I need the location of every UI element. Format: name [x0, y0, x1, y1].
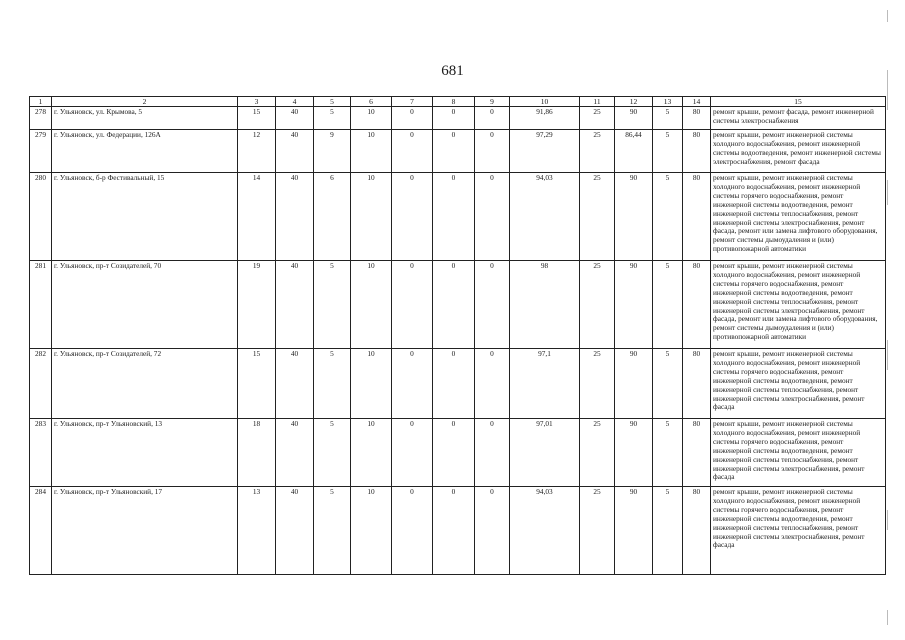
works-cell: ремонт крыши, ремонт инженерной системы холодного водоснабжения, ремонт инженерной системы горячего водоснабжения, ремонт инженерной системы водоотведения, ремонт инженерной системы теплоснабжения, ремонт инженерной системы электроснабжения, ремонт фасада — [711, 487, 886, 575]
value-cell: 10 — [351, 173, 392, 261]
value-cell: 0 — [475, 487, 510, 575]
column-header: 2 — [52, 97, 238, 107]
value-cell: 0 — [392, 419, 433, 487]
value-cell: 97,01 — [510, 419, 580, 487]
value-cell: 0 — [475, 261, 510, 349]
value-cell: 0 — [433, 130, 475, 173]
value-cell: 80 — [683, 419, 711, 487]
value-cell: 5 — [314, 349, 351, 419]
address-cell: г. Ульяновск, б-р Фестивальный, 15 — [52, 173, 238, 261]
value-cell: 5 — [314, 107, 351, 130]
column-header: 3 — [238, 97, 276, 107]
column-header: 15 — [711, 97, 886, 107]
value-cell: 0 — [433, 487, 475, 575]
table-row — [30, 261, 886, 349]
value-cell: 0 — [433, 349, 475, 419]
value-cell: 10 — [351, 261, 392, 349]
works-cell: ремонт крыши, ремонт инженерной системы холодного водоснабжения, ремонт инженерной системы горячего водоснабжения, ремонт инженерной системы водоотведения, ремонт инженерной системы теплоснабжения, ремонт инженерной системы электроснабжения, ремонт фасада — [711, 349, 886, 419]
value-cell: 10 — [351, 107, 392, 130]
address-cell: г. Ульяновск, пр-т Ульяновский, 17 — [52, 487, 238, 575]
value-cell: 40 — [276, 419, 314, 487]
value-cell: 5 — [314, 487, 351, 575]
row-number: 281 — [30, 261, 52, 349]
value-cell: 0 — [433, 173, 475, 261]
value-cell: 5 — [653, 261, 683, 349]
works-cell: ремонт крыши, ремонт инженерной системы холодного водоснабжения, ремонт инженерной системы горячего водоснабжения, ремонт инженерной системы водоотведения, ремонт инженерной системы теплоснабжения, ремонт инженерной системы электроснабжения, ремонт фасада, ремонт или замена лифтового оборудования, ремонт системы дымоудаления и (или) противопожарной автоматики — [711, 261, 886, 349]
column-header: 4 — [276, 97, 314, 107]
value-cell: 5 — [314, 261, 351, 349]
value-cell: 40 — [276, 130, 314, 173]
table-row — [30, 130, 886, 173]
address-cell: г. Ульяновск, пр-т Ульяновский, 13 — [52, 419, 238, 487]
table-row — [30, 419, 886, 487]
value-cell: 80 — [683, 349, 711, 419]
value-cell: 80 — [683, 107, 711, 130]
value-cell: 15 — [238, 107, 276, 130]
column-header: 7 — [392, 97, 433, 107]
column-header: 6 — [351, 97, 392, 107]
value-cell: 5 — [314, 419, 351, 487]
value-cell: 5 — [653, 419, 683, 487]
value-cell: 10 — [351, 487, 392, 575]
value-cell: 10 — [351, 130, 392, 173]
column-header: 9 — [475, 97, 510, 107]
value-cell: 80 — [683, 487, 711, 575]
column-number-row — [30, 97, 886, 107]
value-cell: 0 — [392, 173, 433, 261]
column-header: 5 — [314, 97, 351, 107]
value-cell: 12 — [238, 130, 276, 173]
address-cell: г. Ульяновск, пр-т Созидателей, 70 — [52, 261, 238, 349]
value-cell: 90 — [615, 419, 653, 487]
value-cell: 0 — [392, 349, 433, 419]
value-cell: 40 — [276, 349, 314, 419]
value-cell: 25 — [580, 349, 615, 419]
value-cell: 0 — [433, 107, 475, 130]
value-cell: 5 — [653, 487, 683, 575]
value-cell: 0 — [433, 261, 475, 349]
value-cell: 94,03 — [510, 487, 580, 575]
column-header: 11 — [580, 97, 615, 107]
value-cell: 91,86 — [510, 107, 580, 130]
table-row — [30, 173, 886, 261]
scan-margin-marks — [885, 10, 891, 630]
table-row — [30, 107, 886, 130]
value-cell: 0 — [475, 130, 510, 173]
value-cell: 18 — [238, 419, 276, 487]
value-cell: 40 — [276, 261, 314, 349]
value-cell: 5 — [653, 173, 683, 261]
row-number: 283 — [30, 419, 52, 487]
value-cell: 10 — [351, 349, 392, 419]
value-cell: 0 — [392, 261, 433, 349]
value-cell: 40 — [276, 487, 314, 575]
value-cell: 0 — [475, 419, 510, 487]
value-cell: 80 — [683, 173, 711, 261]
value-cell: 98 — [510, 261, 580, 349]
value-cell: 80 — [683, 130, 711, 173]
works-cell: ремонт крыши, ремонт инженерной системы холодного водоснабжения, ремонт инженерной системы водоотведения, ремонт инженерной системы электроснабжения, ремонт фасада — [711, 130, 886, 173]
value-cell: 80 — [683, 261, 711, 349]
value-cell: 40 — [276, 173, 314, 261]
row-number: 279 — [30, 130, 52, 173]
column-header: 13 — [653, 97, 683, 107]
value-cell: 5 — [653, 130, 683, 173]
column-header: 10 — [510, 97, 580, 107]
value-cell: 5 — [653, 349, 683, 419]
value-cell: 25 — [580, 419, 615, 487]
value-cell: 15 — [238, 349, 276, 419]
value-cell: 0 — [475, 107, 510, 130]
value-cell: 40 — [276, 107, 314, 130]
row-number: 282 — [30, 349, 52, 419]
address-cell: г. Ульяновск, пр-т Созидателей, 72 — [52, 349, 238, 419]
row-number: 280 — [30, 173, 52, 261]
value-cell: 13 — [238, 487, 276, 575]
column-header: 14 — [683, 97, 711, 107]
value-cell: 25 — [580, 261, 615, 349]
value-cell: 94,03 — [510, 173, 580, 261]
value-cell: 90 — [615, 261, 653, 349]
value-cell: 0 — [475, 173, 510, 261]
value-cell: 0 — [475, 349, 510, 419]
value-cell: 25 — [580, 173, 615, 261]
column-header: 12 — [615, 97, 653, 107]
value-cell: 14 — [238, 173, 276, 261]
value-cell: 25 — [580, 487, 615, 575]
value-cell: 0 — [392, 130, 433, 173]
table-row — [30, 487, 886, 575]
value-cell: 25 — [580, 107, 615, 130]
address-cell: г. Ульяновск, ул. Крымова, 5 — [52, 107, 238, 130]
value-cell: 0 — [392, 107, 433, 130]
value-cell: 5 — [653, 107, 683, 130]
row-number: 278 — [30, 107, 52, 130]
value-cell: 6 — [314, 173, 351, 261]
value-cell: 0 — [392, 487, 433, 575]
table-row — [30, 349, 886, 419]
value-cell: 97,29 — [510, 130, 580, 173]
value-cell: 0 — [433, 419, 475, 487]
value-cell: 90 — [615, 487, 653, 575]
value-cell: 90 — [615, 349, 653, 419]
value-cell: 90 — [615, 107, 653, 130]
value-cell: 9 — [314, 130, 351, 173]
works-cell: ремонт крыши, ремонт фасада, ремонт инженерной системы электроснабжения — [711, 107, 886, 130]
row-number: 284 — [30, 487, 52, 575]
works-cell: ремонт крыши, ремонт инженерной системы холодного водоснабжения, ремонт инженерной системы горячего водоснабжения, ремонт инженерной системы водоотведения, ремонт инженерной системы теплоснабжения, ремонт инженерной системы электроснабжения, ремонт фасада, ремонт или замена лифтового оборудования, ремонт системы дымоудаления и (или) противопожарной автоматики — [711, 173, 886, 261]
value-cell: 25 — [580, 130, 615, 173]
address-cell: г. Ульяновск, ул. Федерации, 126А — [52, 130, 238, 173]
column-header: 8 — [433, 97, 475, 107]
works-cell: ремонт крыши, ремонт инженерной системы холодного водоснабжения, ремонт инженерной системы горячего водоснабжения, ремонт инженерной системы водоотведения, ремонт инженерной системы теплоснабжения, ремонт инженерной системы электроснабжения, ремонт фасада — [711, 419, 886, 487]
value-cell: 10 — [351, 419, 392, 487]
value-cell: 97,1 — [510, 349, 580, 419]
value-cell: 19 — [238, 261, 276, 349]
value-cell: 90 — [615, 173, 653, 261]
repair-program-table — [29, 96, 886, 575]
value-cell: 86,44 — [615, 130, 653, 173]
page-number: 681 — [441, 63, 464, 79]
column-header: 1 — [30, 97, 52, 107]
